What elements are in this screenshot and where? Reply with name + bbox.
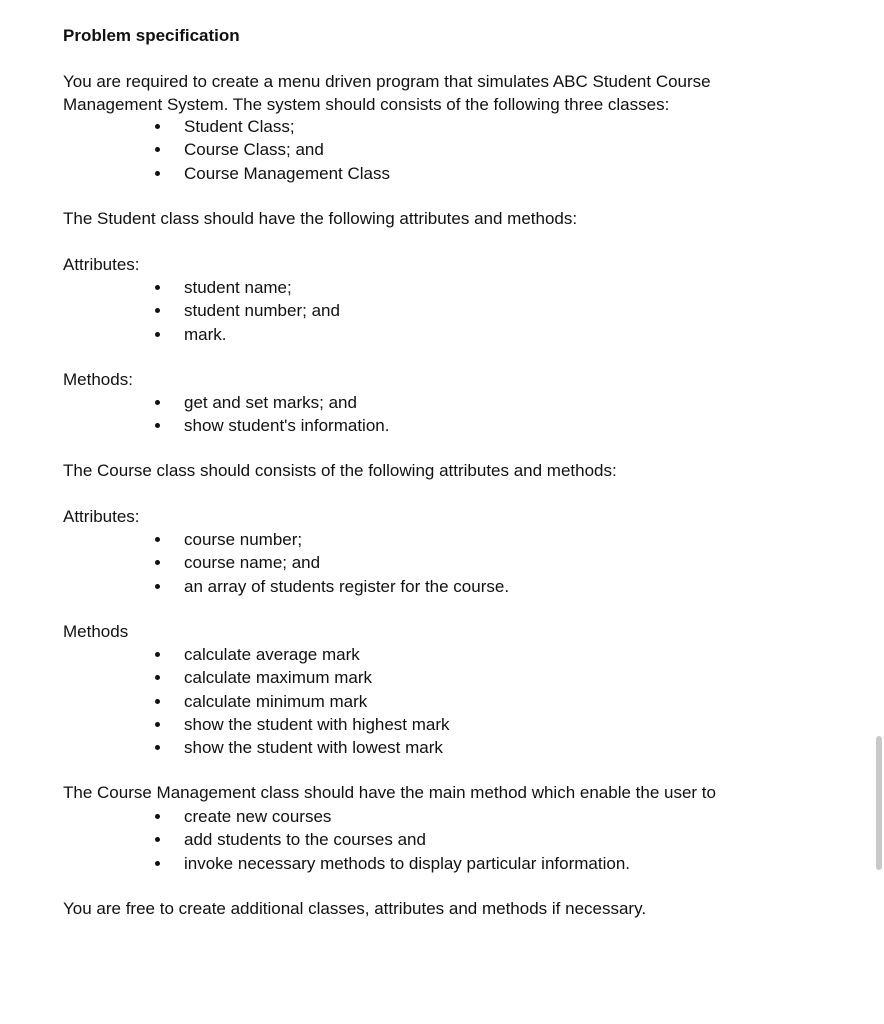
bullet-icon bbox=[155, 423, 160, 428]
list-item: show the student with lowest mark bbox=[0, 736, 450, 759]
student-attributes-list bbox=[0, 276, 340, 346]
list-item: invoke necessary methods to display particular information. bbox=[0, 852, 630, 875]
bullet-icon bbox=[155, 745, 160, 750]
bullet-icon bbox=[155, 722, 160, 727]
list-item: get and set marks; and bbox=[0, 391, 389, 414]
intro-line-2: Management System. The system should consists of the following three classes: bbox=[63, 95, 670, 114]
student-methods-label: Methods: bbox=[63, 370, 133, 389]
classes-list bbox=[0, 115, 390, 185]
intro-paragraph bbox=[63, 70, 823, 116]
list-item: show the student with highest mark bbox=[0, 713, 450, 736]
intro-line-1: You are required to create a menu driven program that simulates ABC Student Course bbox=[63, 72, 711, 91]
list-item: calculate average mark bbox=[0, 643, 450, 666]
student-attributes-label: Attributes: bbox=[63, 255, 140, 274]
bullet-icon bbox=[155, 699, 160, 704]
bullet-icon bbox=[155, 837, 160, 842]
course-methods-list bbox=[0, 643, 450, 759]
course-methods-label: Methods bbox=[63, 622, 129, 641]
list-item: course name; and bbox=[0, 551, 509, 574]
bullet-icon bbox=[155, 124, 160, 129]
problem-specification-heading: Problem specification bbox=[63, 26, 240, 45]
course-class-intro: The Course class should consists of the following attributes and methods: bbox=[63, 461, 617, 480]
course-attributes-list bbox=[0, 528, 509, 598]
bullet-icon bbox=[155, 537, 160, 542]
list-item: calculate maximum mark bbox=[0, 666, 450, 689]
bullet-icon bbox=[155, 814, 160, 819]
list-item: student name; bbox=[0, 276, 340, 299]
list-item: Course Management Class bbox=[0, 162, 390, 185]
list-item: an array of students register for the course. bbox=[0, 575, 509, 598]
student-class-intro: The Student class should have the following attributes and methods: bbox=[63, 209, 578, 228]
list-item: Course Class; and bbox=[0, 138, 390, 161]
bullet-icon bbox=[155, 560, 160, 565]
bullet-icon bbox=[155, 147, 160, 152]
bullet-icon bbox=[155, 171, 160, 176]
course-attributes-label: Attributes: bbox=[63, 507, 140, 526]
management-class-intro: The Course Management class should have the main method which enable the user to bbox=[63, 783, 716, 802]
bullet-icon bbox=[155, 861, 160, 866]
list-item: mark. bbox=[0, 323, 340, 346]
management-list bbox=[0, 805, 630, 875]
bullet-icon bbox=[155, 308, 160, 313]
list-item: course number; bbox=[0, 528, 509, 551]
vertical-scrollbar[interactable] bbox=[876, 736, 882, 870]
bullet-icon bbox=[155, 675, 160, 680]
list-item: show student's information. bbox=[0, 414, 389, 437]
list-item: Student Class; bbox=[0, 115, 390, 138]
bullet-icon bbox=[155, 400, 160, 405]
list-item: calculate minimum mark bbox=[0, 690, 450, 713]
bullet-icon bbox=[155, 652, 160, 657]
student-methods-list bbox=[0, 391, 389, 438]
bullet-icon bbox=[155, 584, 160, 589]
bullet-icon bbox=[155, 332, 160, 337]
list-item: create new courses bbox=[0, 805, 630, 828]
list-item: add students to the courses and bbox=[0, 828, 630, 851]
list-item: student number; and bbox=[0, 299, 340, 322]
bullet-icon bbox=[155, 285, 160, 290]
closing-paragraph: You are free to create additional classes, attributes and methods if necessary. bbox=[63, 899, 647, 918]
